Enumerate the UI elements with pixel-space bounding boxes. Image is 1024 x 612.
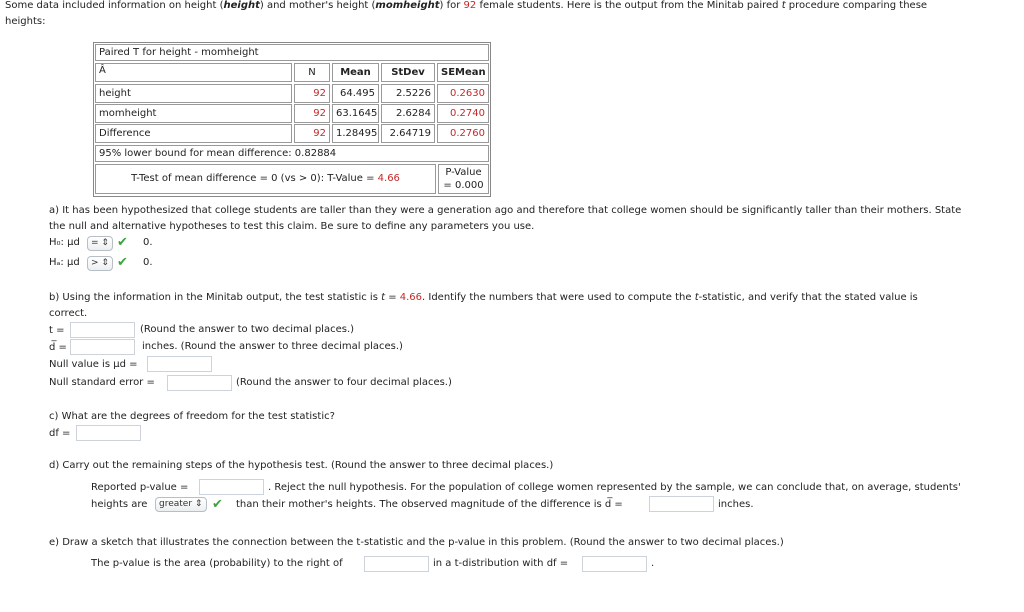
h0-operator-select[interactable]: = ⇕ [87,236,113,251]
part-a-question-line2: the null and alternative hypotheses to test this claim. Be sure to define any parameters you use. [49,221,535,232]
h0-value: 0. [143,237,153,248]
difference-input[interactable] [649,496,714,512]
row-se: 0.2630 [437,84,489,103]
part-b-question: b) Using the information in the Minitab output, the test statistic is t = 4.66. Identify the numbers that were used to compute the t-statistic, and verify that the stated value is [49,292,918,303]
intro-text: Some data included information on height (height) and mother's height (momheight) for 92 female students. Here is the output from the Minitab paired t procedure comparing these [5,0,928,11]
row-label: Difference [95,124,292,143]
null-value-input[interactable] [147,356,212,372]
t-dist-text: in a t-distribution with df = [433,558,569,569]
row-stdev: 2.64719 [381,124,435,143]
row-label: height [95,84,292,103]
ha-operator-select[interactable]: > ⇕ [87,256,113,271]
ha-correct-check-icon: ✔ [117,255,128,270]
row-stdev: 2.6284 [381,104,435,123]
period: . [651,558,655,569]
inches-label: inches. [718,499,754,510]
row-se: 0.2760 [437,124,489,143]
row-n: 92 [294,84,330,103]
header-stdev: StDev [381,63,435,82]
h0-correct-check-icon: ✔ [117,235,128,250]
heights-are-label: heights are [91,499,148,510]
h0-label: H₀: μd [49,237,80,248]
row-n: 92 [294,104,330,123]
row-mean: 1.28495 [332,124,379,143]
minitab-output-table [93,42,491,197]
df-input[interactable] [76,425,141,441]
null-value-label: Null value is μd = [49,359,138,370]
d-label: d̅ = [49,342,67,353]
header-n: N [294,63,330,82]
part-b-question-line2: correct. [49,308,88,319]
ttest-text: T-Test of mean difference = 0 (vs > 0): T-Value = 4.66 [95,164,436,194]
d-input[interactable] [70,339,135,355]
than-text: than their mother's heights. The observed magnitude of the difference is d̅ = [236,499,623,510]
reported-pvalue-input[interactable] [199,479,264,495]
part-a-question: a) It has been hypothesized that college students are taller than they were a generation ago and therefore that college women should be significantly taller than their mothers. State [49,205,962,216]
intro-text-line2: heights: [5,16,46,27]
df-input-e[interactable] [582,556,647,572]
null-se-label: Null standard error = [49,377,155,388]
lower-bound-text: 95% lower bound for mean difference: 0.82884 [95,145,489,162]
ha-label: Hₐ: μd [49,257,80,268]
row-n: 92 [294,124,330,143]
tstat-input[interactable] [364,556,429,572]
header-mean: Mean [332,63,379,82]
pvalue-area-text: The p-value is the area (probability) to the right of [91,558,343,569]
row-se: 0.2740 [437,104,489,123]
t-note: (Round the answer to two decimal places.) [140,324,355,335]
reject-text: . Reject the null hypothesis. For the population of college women represented by the sample, we can conclude that, on average, students' [268,482,961,493]
t-input[interactable] [70,322,135,338]
table-corner: Â [95,63,292,82]
direction-select[interactable]: greater ⇕ [155,497,207,512]
d-note: inches. (Round the answer to three decimal places.) [142,341,403,352]
row-mean: 63.1645 [332,104,379,123]
row-stdev: 2.5226 [381,84,435,103]
table-title: Paired T for height - momheight [95,44,489,61]
header-semean: SEMean [437,63,489,82]
direction-correct-check-icon: ✔ [212,497,223,512]
null-se-note: (Round the answer to four decimal places.) [236,377,452,388]
row-mean: 64.495 [332,84,379,103]
null-se-input[interactable] [167,375,232,391]
ha-value: 0. [143,257,153,268]
df-label: df = [49,428,71,439]
reported-pvalue-label: Reported p-value = [91,482,189,493]
part-d-question: d) Carry out the remaining steps of the hypothesis test. (Round the answer to three decimal places.) [49,460,554,471]
part-c-question: c) What are the degrees of freedom for the test statistic? [49,411,335,422]
part-e-question: e) Draw a sketch that illustrates the connection between the t-statistic and the p-value in this problem. (Round the answer to two decimal places.) [49,537,784,548]
pvalue-cell: P-Value = 0.000 [438,164,489,194]
row-label: momheight [95,104,292,123]
t-label: t = [49,325,65,336]
